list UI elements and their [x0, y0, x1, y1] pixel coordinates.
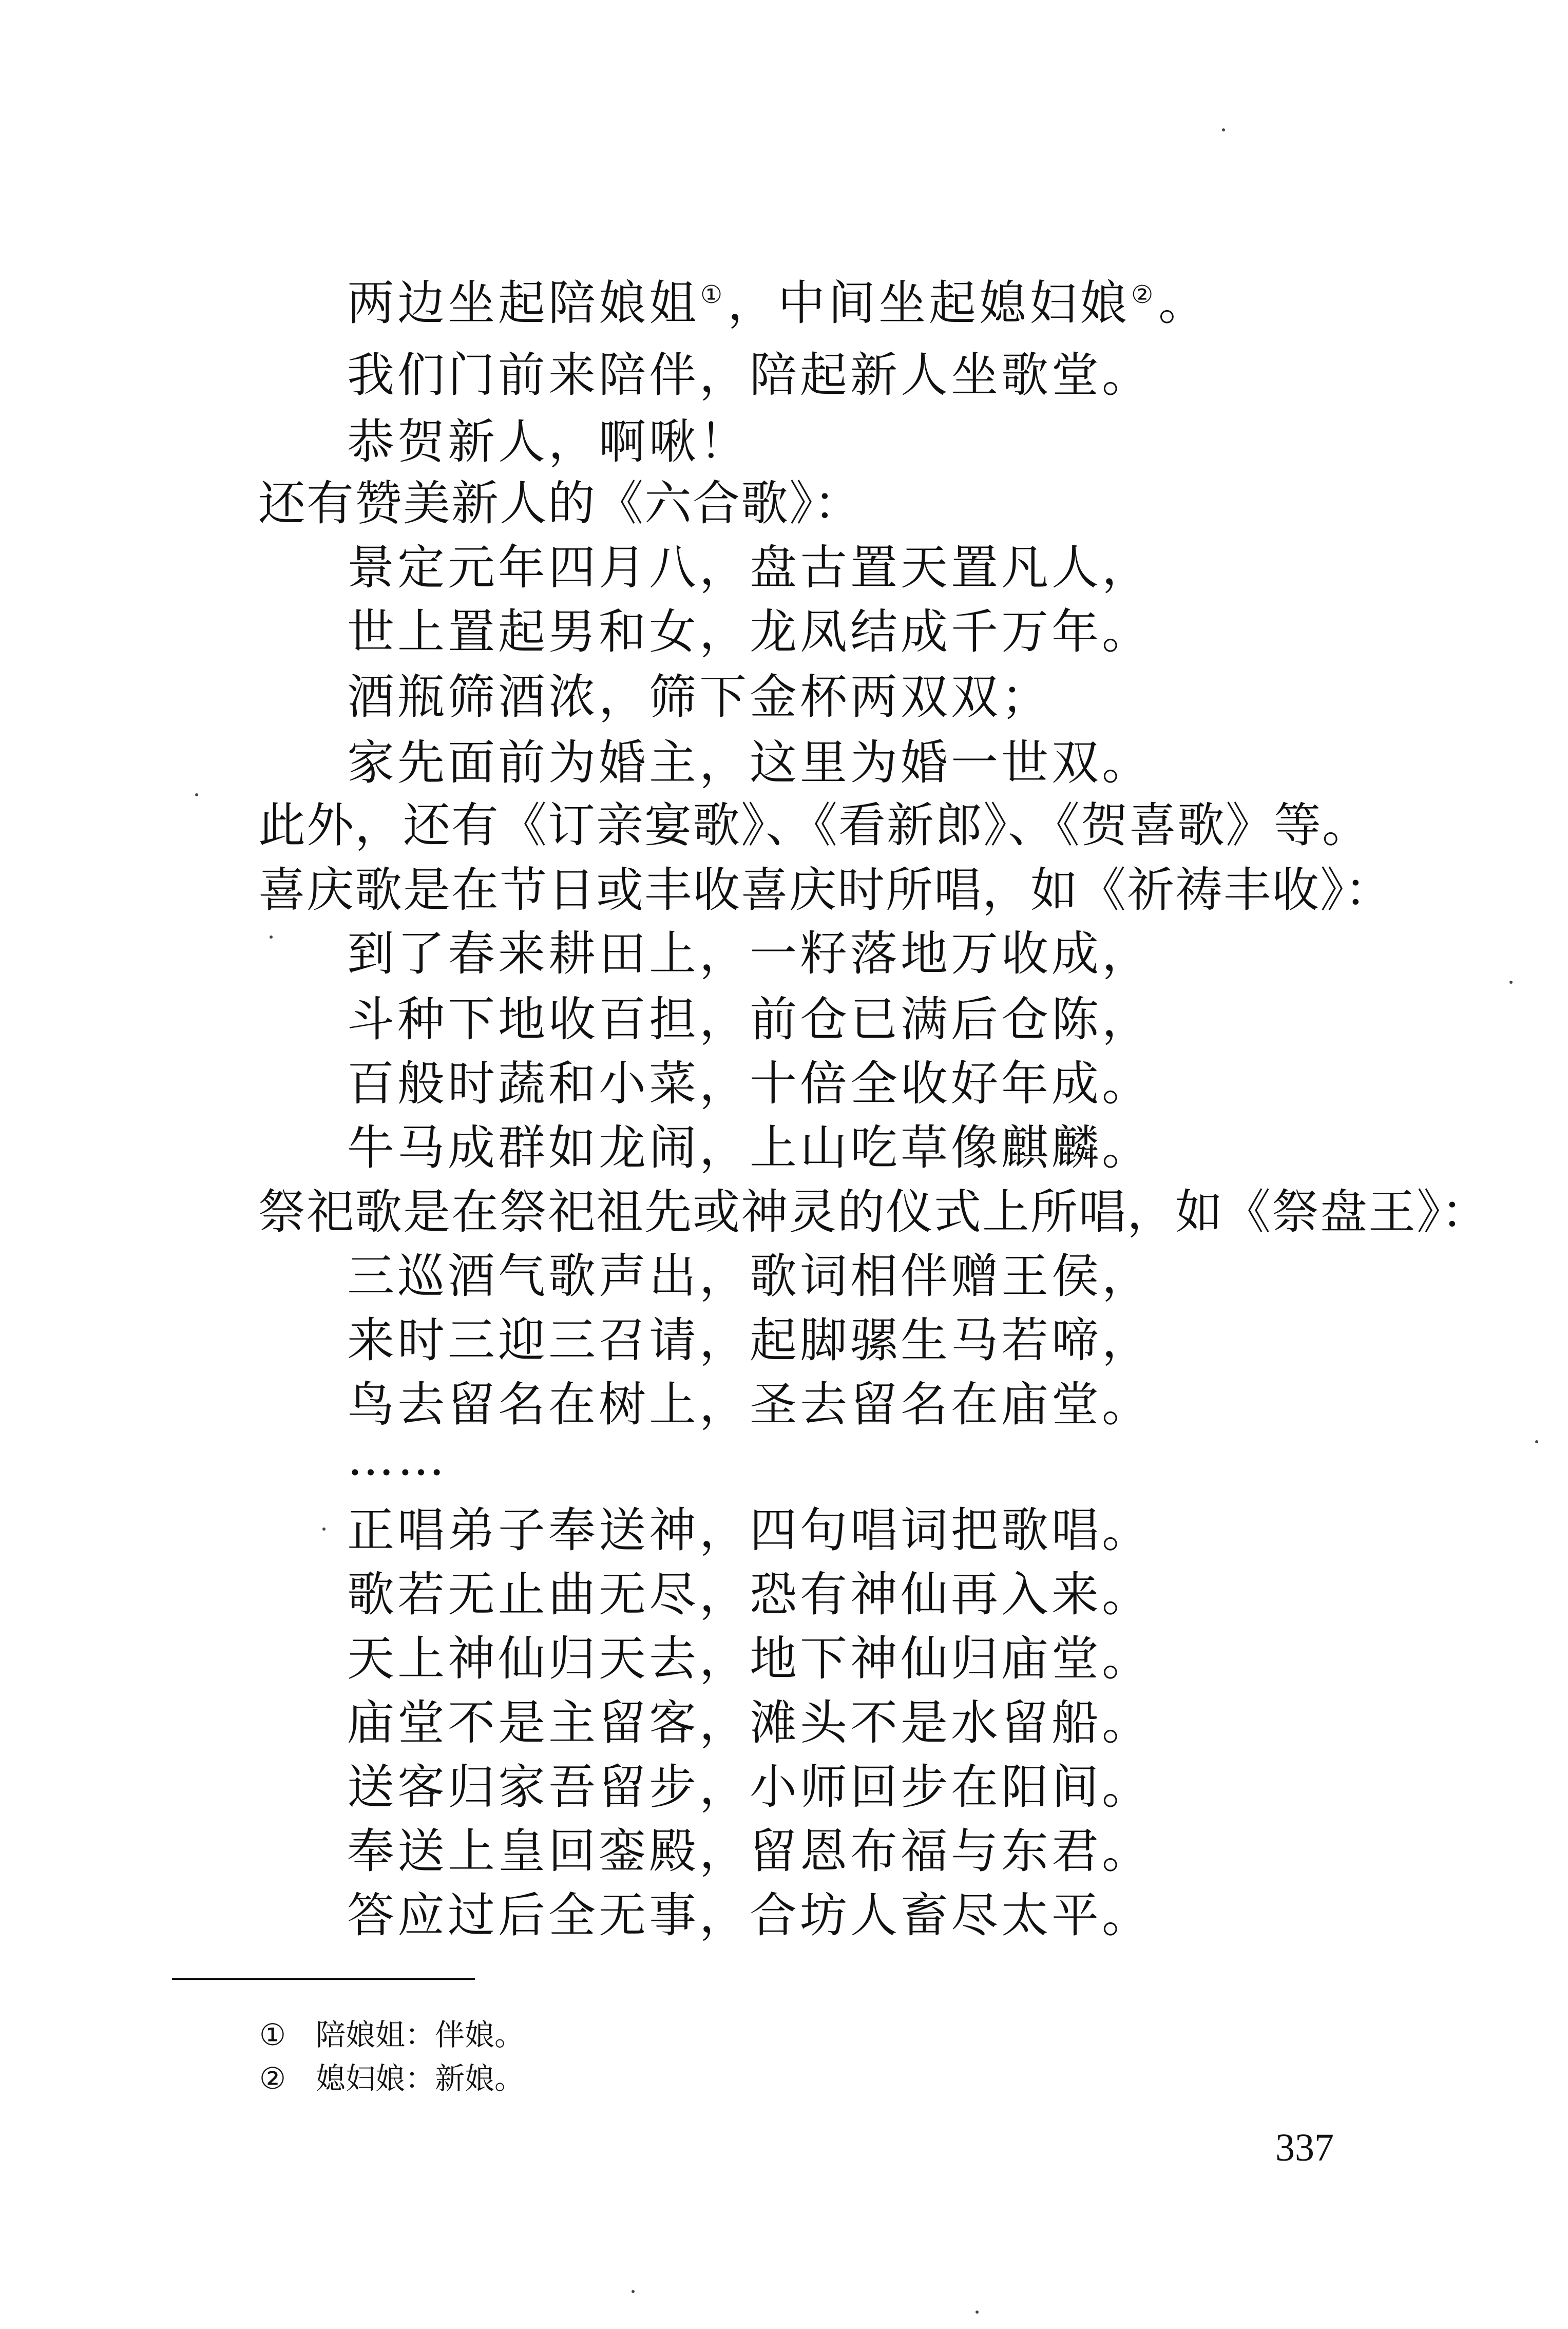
scan-speck	[632, 2290, 635, 2293]
footnote-text: 陪娘姐：伴娘。	[316, 2018, 525, 2052]
footnote-mark: ①	[259, 2018, 286, 2052]
poem-line-text: 。	[1158, 276, 1209, 331]
footnote-reference-1: ①	[700, 280, 726, 310]
scan-speck	[976, 2311, 979, 2314]
poem-line-sacrifice-7: 庙堂不是主留客，滩头不是水留船。	[347, 1695, 1153, 1750]
sacrifice-intro-paragraph: 祭祀歌是在祭祀祖先或神灵的仪式上所唱，如《祭盘王》：	[258, 1186, 1490, 1238]
poem-line-harvest-2: 斗种下地收百担，前仓已满后仓陈，	[347, 992, 1153, 1047]
footnote-mark: ②	[259, 2062, 286, 2095]
poem-line-sacrifice-4: 正唱弟子奉送神，四句唱词把歌唱。	[347, 1503, 1153, 1558]
scan-speck	[322, 1528, 326, 1531]
poem-line-liuhe-2: 世上置起男和女，龙凤结成千万年。	[347, 604, 1153, 659]
poem-line-harvest-3: 百般时蔬和小菜，十倍全收好年成。	[347, 1056, 1153, 1111]
poem-line-harvest-4: 牛马成群如龙闹，上山吃草像麒麟。	[347, 1120, 1153, 1175]
poem-ellipsis: ……	[347, 1431, 448, 1486]
poem-line-wedding-1	[347, 276, 1209, 331]
scan-speck	[1509, 981, 1513, 984]
poem-line-sacrifice-6: 天上神仙归天去，地下神仙归庙堂。	[347, 1631, 1153, 1686]
poem-line-text: ，中间坐起媳妇娘	[728, 276, 1131, 331]
poem-line-wedding-2: 我们门前来陪伴，陪起新人坐歌堂。	[347, 348, 1153, 403]
poem-line-harvest-1: 到了春来耕田上，一籽落地万收成，	[347, 926, 1153, 981]
harvest-intro-paragraph: 喜庆歌是在节日或丰收喜庆时所唱，如《祈祷丰收》：	[258, 864, 1393, 917]
poem-line-text: 两边坐起陪娘姐	[347, 276, 700, 331]
poem-line-sacrifice-8: 送客归家吾留步，小师回步在阳间。	[347, 1760, 1153, 1815]
scan-speck	[1535, 1440, 1538, 1443]
footnote-1	[259, 2020, 524, 2050]
poem-line-sacrifice-3: 鸟去留名在树上，圣去留名在庙堂。	[347, 1377, 1153, 1432]
footnote-divider	[172, 1978, 475, 1980]
footnote-text: 媳妇娘：新娘。	[316, 2062, 525, 2095]
poem-line-sacrifice-2: 来时三迎三召请，起脚骡生马若啼，	[347, 1313, 1153, 1368]
poem-line-liuhe-3: 酒瓶筛酒浓，筛下金杯两双双；	[347, 670, 1052, 724]
scan-speck	[1222, 128, 1225, 131]
page-number: 337	[1275, 2126, 1334, 2169]
footnote-2	[259, 2064, 524, 2094]
scan-speck	[270, 936, 273, 939]
poem-line-sacrifice-1: 三巡酒气歌声出，歌词相伴赠王侯，	[347, 1249, 1153, 1304]
poem-line-liuhe-1: 景定元年四月八，盘古置天置凡人，	[347, 540, 1153, 595]
scan-speck	[195, 793, 198, 796]
poem-line-sacrifice-10: 答应过后全无事，合坊人畜尽太平。	[347, 1888, 1153, 1943]
poem-line-sacrifice-9: 奉送上皇回銮殿，留恩布福与东君。	[347, 1824, 1153, 1879]
poem-line-liuhe-4: 家先面前为婚主，这里为婚一世双。	[347, 735, 1153, 790]
poem-line-wedding-3: 恭贺新人，啊啾！	[347, 414, 750, 469]
poem-line-sacrifice-5: 歌若无止曲无尽，恐有神仙再入来。	[347, 1567, 1153, 1622]
footnote-reference-2: ②	[1131, 280, 1157, 310]
liuhe-intro-paragraph: 还有赞美新人的《六合歌》：	[258, 478, 863, 530]
other-songs-paragraph: 此外，还有《订亲宴歌》、《看新郎》、《贺喜歌》等。	[258, 799, 1371, 852]
